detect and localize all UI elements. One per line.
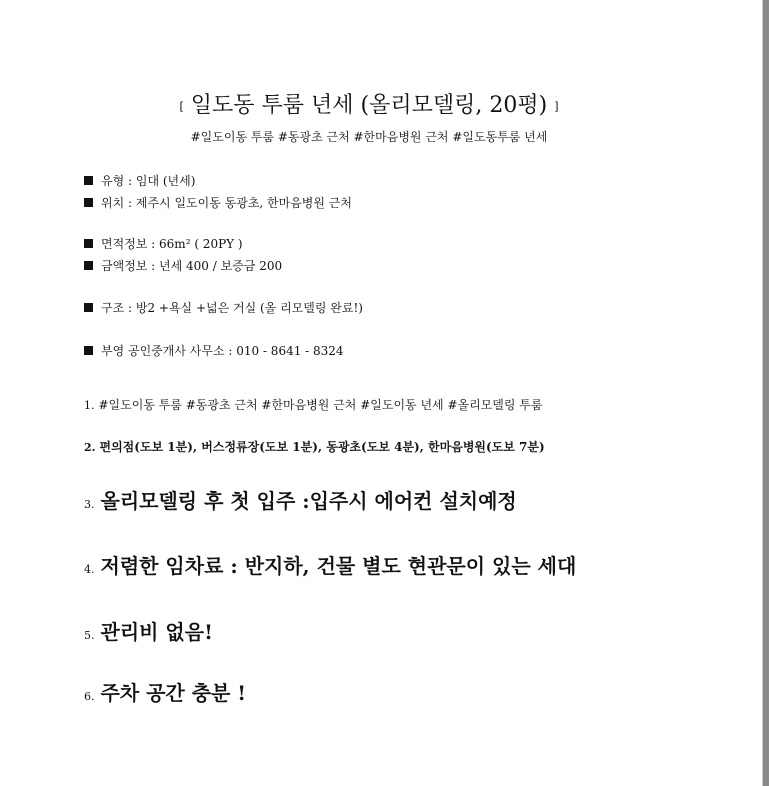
title-open-bracket: [: [179, 100, 184, 113]
square-bullet-icon: [84, 198, 93, 207]
square-bullet-icon: [84, 346, 93, 355]
square-bullet-icon: [84, 176, 93, 185]
list-item: 5. 관리비 없음!: [84, 620, 213, 644]
info-price: 금액정보 : 년세 400 / 보증금 200: [84, 257, 282, 274]
title-text: 일도동 투룸 년세 (올리모델링, 20평): [190, 93, 548, 118]
page-title: [0, 88, 738, 119]
list-item: 6. 주차 공간 충분 !: [84, 681, 247, 705]
info-contact: 부영 공인중개사 사무소 : 010 - 8641 - 8324: [84, 342, 344, 359]
info-structure: 구조 : 방2 +욕실 +넓은 거실 (올 리모델링 완료!): [84, 299, 363, 316]
square-bullet-icon: [84, 261, 93, 270]
list-item: 2. 편의점(도보 1분), 버스정류장(도보 1분), 동광초(도보 4분), 한마음병원(도보 7분): [84, 440, 545, 454]
hashtag-line: #일도이동 투룸 #동광초 근처 #한마음병원 근처 #일도동투룸 년세: [190, 130, 548, 144]
title-close-bracket: ]: [554, 100, 559, 113]
list-item: 1. #일도이동 투룸 #동광초 근처 #한마음병원 근처 #일도이동 년세 #올리모델링 투룸: [84, 398, 543, 412]
square-bullet-icon: [84, 303, 93, 312]
square-bullet-icon: [84, 239, 93, 248]
info-area: 면적정보 : 66m² ( 20PY ): [84, 235, 243, 252]
window-scrollbar-edge[interactable]: [763, 0, 769, 786]
info-location: 위치 : 제주시 일도이동 동광초, 한마음병원 근처: [84, 194, 352, 211]
info-type: 유형 : 임대 (년세): [84, 172, 195, 189]
list-item: 4. 저렴한 임차료 : 반지하, 건물 별도 현관문이 있는 세대: [84, 554, 577, 578]
list-item: 3. 올리모델링 후 첫 입주 :입주시 에어컨 설치예정: [84, 489, 517, 513]
